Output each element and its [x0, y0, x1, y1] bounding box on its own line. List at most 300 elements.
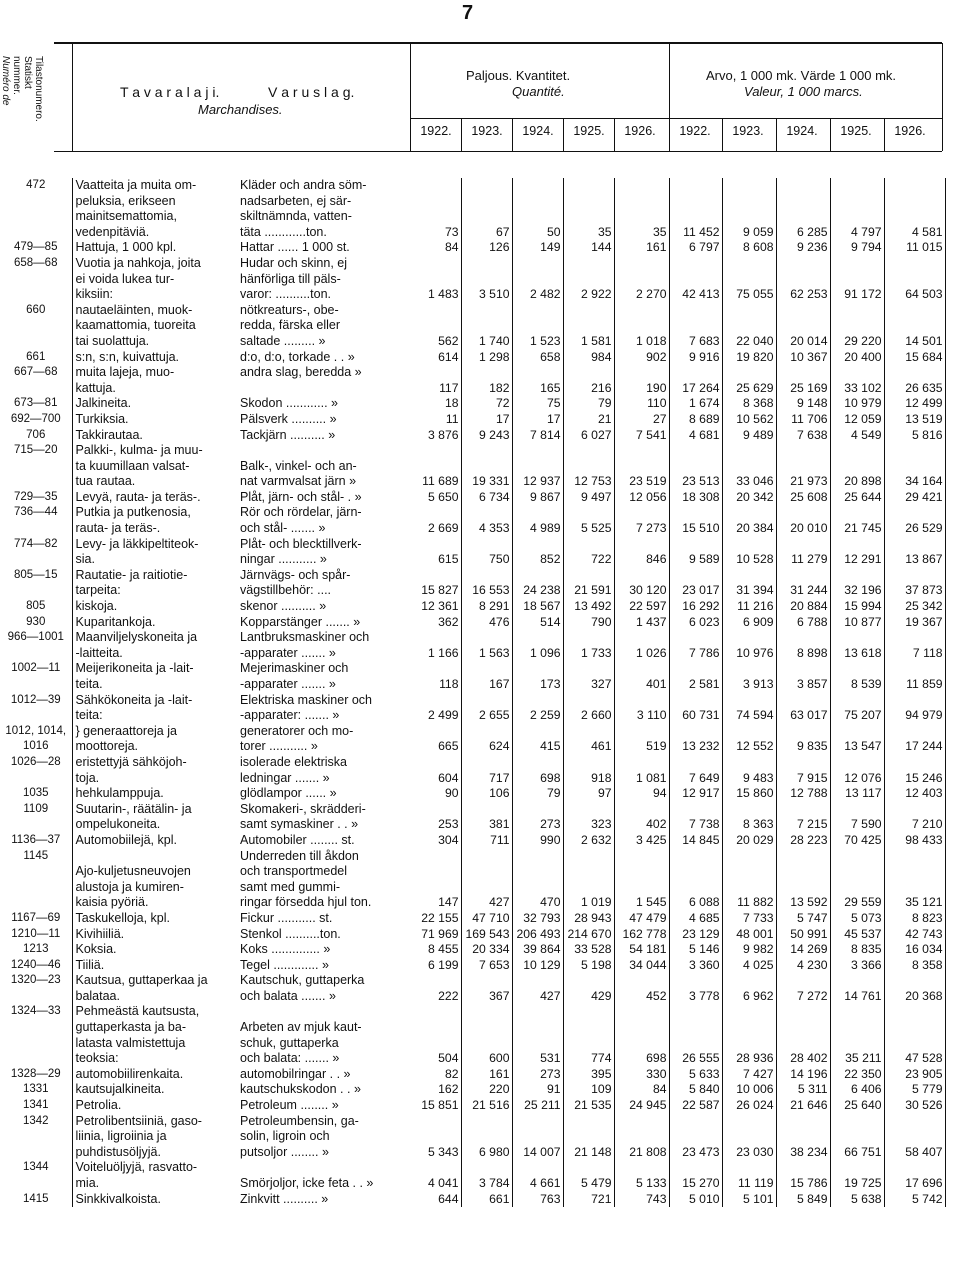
quantity-cell: 6 980 [461, 1114, 512, 1161]
goods-name-sv-line: ringar försedda hjul ton. [240, 895, 372, 910]
quantity-cell: 304 [410, 833, 461, 849]
value-cell: 20 010 [776, 505, 830, 536]
value-cell: 58 407 [884, 1114, 945, 1161]
quantity-cell: 367 [461, 973, 512, 1004]
value-cell: 94 979 [884, 693, 945, 724]
value-cell: 10 976 [722, 630, 776, 661]
value-cell: 7 733 [722, 911, 776, 927]
quantity-cell: 9 243 [461, 428, 512, 444]
value-cell: 5 779 [884, 1082, 945, 1098]
goods-name-fi-line: Maanviljelyskoneita ja [75, 630, 198, 645]
table-row [0, 396, 945, 412]
goods-name-sv [236, 724, 410, 755]
stat-code: 472 [26, 179, 46, 191]
value-cell: 12 499 [884, 396, 945, 412]
goods-name-fi [72, 786, 236, 802]
value-cell: 9 794 [830, 240, 884, 256]
table-row [0, 178, 945, 240]
value-cell: 25 342 [884, 599, 945, 615]
quantity-cell: 30 120 [614, 568, 669, 599]
value-header: Arvo, 1 000 mk. Värde 1 000 mk. [706, 68, 897, 83]
stat-code: 1320—23 [10, 974, 61, 987]
table-row [0, 1067, 945, 1083]
quantity-cell: 1 581 [563, 303, 614, 350]
quantity-cell: 90 [410, 786, 461, 802]
quantity-cell: 9 867 [512, 490, 563, 506]
goods-name-fi-line: Vuotia ja nahkoja, joita [75, 255, 201, 270]
goods-name-fi [72, 942, 236, 958]
goods-name-sv-line: Zinkvitt .......... » [240, 1191, 329, 1206]
value-cell: 74 594 [722, 693, 776, 724]
value-cell: 64 503 [884, 256, 945, 303]
goods-name-sv [236, 833, 410, 849]
value-cell: 19 725 [830, 1160, 884, 1191]
stat-code: 706 [26, 428, 46, 441]
goods-name-sv [236, 958, 410, 974]
goods-name-fi-line: Levy- ja läkkipeltiteok- [75, 536, 199, 551]
value-cell: 13 232 [669, 724, 722, 755]
quantity-cell: 12 753 [563, 443, 614, 490]
value-cell: 8 608 [722, 240, 776, 256]
quantity-cell: 84 [614, 1082, 669, 1098]
value-cell: 8 835 [830, 942, 884, 958]
quantity-cell: 2 499 [410, 693, 461, 724]
goods-name-sv-line: Hattar ...... 1 000 st. [240, 240, 350, 255]
goods-name-sv-line: nadsarbeten, ej sär- [240, 193, 352, 208]
goods-name-fi [72, 1098, 236, 1114]
quantity-cell: 427 [461, 849, 512, 911]
goods-name-fi-line: s:n, s:n, kuivattuja. [75, 349, 180, 364]
quantity-cell: 476 [461, 615, 512, 631]
goods-name-fi-line: kiskoja. [75, 599, 118, 614]
value-cell: 7 427 [722, 1067, 776, 1083]
stat-code: 805 [26, 600, 46, 613]
value-cell: 75 055 [722, 256, 776, 303]
goods-name-sv-line: Petroleumbensin, ga- [240, 1113, 359, 1128]
quantity-cell: 604 [410, 755, 461, 786]
value-cell: 23 473 [669, 1114, 722, 1161]
quantity-cell: 19 331 [461, 443, 512, 490]
value-cell: 23 513 [669, 443, 722, 490]
quantity-cell: 5 525 [563, 505, 614, 536]
value-cell: 15 994 [830, 599, 884, 615]
goods-name-fi-line: toja. [75, 770, 100, 785]
quantity-cell: 27 [614, 412, 669, 428]
value-cell: 13 547 [830, 724, 884, 755]
value-cell: 25 640 [830, 1098, 884, 1114]
goods-name-fi [72, 927, 236, 943]
value-cell: 7 272 [776, 973, 830, 1004]
value-cell: 5 742 [884, 1192, 945, 1208]
quantity-cell: 514 [512, 615, 563, 631]
quantity-cell: 11 689 [410, 443, 461, 490]
goods-name-sv-line: Kautschuk, guttaperka [240, 973, 365, 988]
value-cell: 12 788 [776, 786, 830, 802]
value-cell: 5 849 [776, 1192, 830, 1208]
goods-name-fi-line: tarpeita: [75, 583, 121, 598]
quantity-cell: 117 [410, 365, 461, 396]
goods-name-fi [72, 568, 236, 599]
value-cell: 29 559 [830, 849, 884, 911]
value-cell: 9 059 [722, 178, 776, 240]
value-cell: 12 403 [884, 786, 945, 802]
quantity-cell: 144 [563, 240, 614, 256]
quantity-cell: 21 808 [614, 1114, 669, 1161]
quantity-cell: 84 [410, 240, 461, 256]
value-cell: 12 059 [830, 412, 884, 428]
value-cell: 21 745 [830, 505, 884, 536]
value-cell: 9 148 [776, 396, 830, 412]
value-cell: 7 738 [669, 802, 722, 833]
quantity-cell: 1 018 [614, 303, 669, 350]
goods-name-fi-line: hehkulamppuja. [75, 786, 164, 801]
quantity-cell: 743 [614, 1192, 669, 1208]
quantity-cell: 73 [410, 178, 461, 240]
stat-code: 479—85 [14, 241, 58, 254]
value-cell: 14 761 [830, 973, 884, 1004]
goods-name-sv-line: kautschukskodon . . » [240, 1082, 361, 1097]
quantity-cell: 17 [512, 412, 563, 428]
quantity-cell: 167 [461, 661, 512, 692]
stat-code: 1002—11 [11, 662, 61, 675]
table-row [0, 365, 945, 396]
value-cell: 66 751 [830, 1114, 884, 1161]
goods-name-sv-line: Lantbruksmaskiner och [240, 630, 370, 645]
goods-name-sv-line: samt symaskiner . . » [240, 817, 359, 832]
goods-name-sv [236, 303, 410, 350]
quantity-cell: 452 [614, 973, 669, 1004]
value-cell: 25 644 [830, 490, 884, 506]
value-cell: 11 452 [669, 178, 722, 240]
table-row [0, 412, 945, 428]
value-cell: 5 840 [669, 1082, 722, 1098]
goods-name-sv-line: täta ............ton. [240, 224, 327, 239]
goods-name-fi-line: Taskukelloja, kpl. [75, 910, 170, 925]
quantity-cell: 8 455 [410, 942, 461, 958]
quantity-cell: 214 670 [563, 927, 614, 943]
value-cell: 10 562 [722, 412, 776, 428]
value-cell: 9 483 [722, 755, 776, 786]
stat-code: 1324—33 [10, 1005, 61, 1018]
goods-name-fi [72, 755, 236, 786]
quantity-cell: 1 096 [512, 630, 563, 661]
goods-name-sv-line: -apparater: ....... » [240, 708, 340, 723]
value-cell: 8 358 [884, 958, 945, 974]
goods-name-fi-line: eristettyjä sähköjoh- [75, 754, 187, 769]
quantity-cell: 698 [512, 755, 563, 786]
goods-name-sv [236, 1067, 410, 1083]
quantity-cell: 402 [614, 802, 669, 833]
quantity-cell: 126 [461, 240, 512, 256]
quantity-cell: 330 [614, 1067, 669, 1083]
value-cell: 10 979 [830, 396, 884, 412]
goods-name-sv-line: d:o, d:o, torkade . . » [240, 349, 355, 364]
goods-name-fi [72, 849, 236, 911]
goods-name-fi [72, 973, 236, 1004]
goods-name-sv-line: solin, ligroin och [240, 1129, 330, 1144]
stat-number-label: Numéro de [0, 56, 11, 106]
value-cell: 13 519 [884, 412, 945, 428]
quantity-cell: 79 [512, 786, 563, 802]
goods-name-fi-line: Pehmeästä kautsusta, [75, 1004, 200, 1019]
goods-name-sv [236, 350, 410, 366]
quantity-cell: 22 597 [614, 599, 669, 615]
value-cell: 11 882 [722, 849, 776, 911]
value-cell: 20 400 [830, 350, 884, 366]
goods-name-sv-line: ningar ........... » [240, 552, 327, 567]
value-cell: 4 549 [830, 428, 884, 444]
quantity-cell: 6 199 [410, 958, 461, 974]
goods-name-sv [236, 661, 410, 692]
stat-code: 1328—29 [10, 1067, 61, 1080]
stat-code: 1136—37 [11, 833, 61, 846]
stat-code: 1109 [23, 802, 49, 815]
goods-name-sv-line: nat varmvalsat järn » [240, 474, 357, 489]
quantity-cell: 722 [563, 537, 614, 568]
table-row [0, 849, 945, 911]
value-cell: 35 121 [884, 849, 945, 911]
value-cell: 5 633 [669, 1067, 722, 1083]
goods-name-sv [236, 1114, 410, 1161]
header-bottom-rule [54, 151, 942, 152]
table-row [0, 615, 945, 631]
quantity-cell: 21 591 [563, 568, 614, 599]
goods-name-sv-line: vägstillbehör: .... [240, 583, 332, 598]
value-cell: 34 164 [884, 443, 945, 490]
stat-code: 673—81 [14, 397, 58, 410]
goods-name-sv-line: varor: ..........ton. [240, 287, 332, 302]
value-cell: 22 350 [830, 1067, 884, 1083]
stat-code: 966—1001 [7, 631, 64, 644]
value-cell: 11 015 [884, 240, 945, 256]
quantity-cell: 415 [512, 724, 563, 755]
goods-name-fi [72, 428, 236, 444]
stat-code: 1035 [22, 787, 49, 800]
value-cell: 6 088 [669, 849, 722, 911]
quantity-cell: 600 [461, 1004, 512, 1066]
year-label-q-1924: 1924. [522, 124, 554, 138]
table-row [0, 958, 945, 974]
year-divider [884, 118, 885, 151]
goods-name-fi-line: Palkki-, kulma- ja muu- [75, 443, 203, 458]
value-cell: 7 210 [884, 802, 945, 833]
quantity-cell: 323 [563, 802, 614, 833]
year-divider [830, 118, 831, 151]
quantity-cell: 18 [410, 396, 461, 412]
quantity-cell: 6 734 [461, 490, 512, 506]
quantity-cell: 190 [614, 365, 669, 396]
quantity-cell: 169 543 [461, 927, 512, 943]
value-cell: 15 684 [884, 350, 945, 366]
value-cell: 6 797 [669, 240, 722, 256]
goods-name-fi-line: Hattuja, 1 000 kpl. [75, 240, 177, 255]
quantity-cell: 173 [512, 661, 563, 692]
goods-name-sv [236, 1004, 410, 1066]
quantity-cell: 614 [410, 350, 461, 366]
goods-name-fi-line: Petrolia. [75, 1098, 122, 1113]
quantity-cell: 22 155 [410, 911, 461, 927]
goods-name-fi-line: Sinkkivalkoista. [75, 1191, 161, 1206]
goods-name-fi-line: Jalkineita. [75, 396, 132, 411]
stat-code: 1344 [22, 1161, 49, 1174]
value-cell: 3 360 [669, 958, 722, 974]
value-cell: 91 172 [830, 256, 884, 303]
goods-name-fi-line: kiksiin: [75, 287, 114, 302]
table-row [0, 927, 945, 943]
table-row [0, 802, 945, 833]
goods-name-sv [236, 942, 410, 958]
quantity-cell: 253 [410, 802, 461, 833]
value-cell: 15 246 [884, 755, 945, 786]
goods-name-sv-line: automobilringar . . » [240, 1066, 351, 1081]
table-row [0, 942, 945, 958]
goods-name-fi [72, 178, 236, 240]
goods-name-sv-line: Stenkol ..........ton. [240, 926, 341, 941]
goods-name-sv [236, 973, 410, 1004]
value-cell: 23 129 [669, 927, 722, 943]
goods-name-sv [236, 178, 410, 240]
quantity-cell: 72 [461, 396, 512, 412]
goods-name-fi-line: sia. [75, 552, 95, 567]
goods-name-sv-line: Automobiler ........ st. [240, 832, 355, 847]
value-cell: 12 552 [722, 724, 776, 755]
goods-name-sv [236, 240, 410, 256]
quantity-cell: 5 198 [563, 958, 614, 974]
value-cell: 70 425 [830, 833, 884, 849]
goods-name-fi-line: ompelukoneita. [75, 817, 161, 832]
quantity-cell: 17 [461, 412, 512, 428]
quantity-cell: 5 479 [563, 1160, 614, 1191]
goods-name-fi [72, 1067, 236, 1083]
goods-name-fi [72, 365, 236, 396]
quantity-cell: 615 [410, 537, 461, 568]
goods-name-fi [72, 833, 236, 849]
quantity-cell: 147 [410, 849, 461, 911]
value-cell: 12 291 [830, 537, 884, 568]
goods-name-fi-line: teita: [75, 708, 103, 723]
quantity-cell: 13 492 [563, 599, 614, 615]
goods-name-sv [236, 911, 410, 927]
value-cell: 6 285 [776, 178, 830, 240]
goods-name-sv-line: hänförliga till päls- [240, 271, 341, 286]
value-cell: 22 040 [722, 303, 776, 350]
quantity-cell: 67 [461, 178, 512, 240]
goods-name-fi [72, 256, 236, 303]
quantity-cell: 110 [614, 396, 669, 412]
goods-name-fi [72, 1114, 236, 1161]
stat-code: 1331 [22, 1083, 49, 1096]
quantity-cell: 1 563 [461, 630, 512, 661]
header-divider [942, 43, 943, 151]
value-cell: 15 860 [722, 786, 776, 802]
quantity-cell: 182 [461, 365, 512, 396]
goods-type-sv-header: V a r u s l a g. [268, 84, 355, 100]
stat-number-label: Statiskt [22, 56, 33, 89]
quantity-cell: 47 710 [461, 911, 512, 927]
goods-name-fi [72, 615, 236, 631]
quantity-cell: 97 [563, 786, 614, 802]
value-cell: 8 368 [722, 396, 776, 412]
goods-name-sv-line [240, 1004, 408, 1020]
goods-name-sv-line: och balata ....... » [240, 988, 336, 1003]
value-cell: 13 618 [830, 630, 884, 661]
quantity-cell: 28 943 [563, 911, 614, 927]
quantity-cell: 470 [512, 849, 563, 911]
goods-name-sv [236, 630, 410, 661]
year-label-q-1925: 1925. [573, 124, 605, 138]
value-cell: 2 581 [669, 661, 722, 692]
value-cell: 5 311 [776, 1082, 830, 1098]
value-cell: 50 991 [776, 927, 830, 943]
goods-name-fi-line: liinia, ligroiinia ja [75, 1129, 167, 1144]
goods-name-sv-line: saltade ......... » [240, 333, 326, 348]
value-cell: 75 207 [830, 693, 884, 724]
quantity-cell: 8 291 [461, 599, 512, 615]
quantity-cell: 82 [410, 1067, 461, 1083]
year-row-rule [410, 118, 942, 119]
quantity-cell: 15 827 [410, 568, 461, 599]
value-cell: 20 368 [884, 973, 945, 1004]
goods-name-fi [72, 1082, 236, 1098]
quantity-cell: 21 148 [563, 1114, 614, 1161]
quantity-cell: 162 778 [614, 927, 669, 943]
goods-name-sv [236, 599, 410, 615]
quantity-cell: 4 041 [410, 1160, 461, 1191]
goods-name-sv-line: Fickur ........... st. [240, 910, 333, 925]
goods-name-fi-line: automobiilirenkaita. [75, 1066, 184, 1081]
header-divider [410, 43, 411, 151]
table-row [0, 443, 945, 490]
quantity-cell: 4 353 [461, 505, 512, 536]
value-cell: 45 537 [830, 927, 884, 943]
goods-name-fi [72, 958, 236, 974]
goods-name-fi-line: kaamattomia, tuoreita [75, 318, 196, 333]
value-cell: 21 646 [776, 1098, 830, 1114]
value-cell: 1 674 [669, 396, 722, 412]
goods-name-sv-line: Plåt- och blecktillverk- [240, 536, 362, 551]
value-cell: 11 216 [722, 599, 776, 615]
quantity-cell: 2 655 [461, 693, 512, 724]
goods-type-fi-header: T a v a r a l a j i. [120, 84, 220, 100]
quantity-cell: 698 [614, 1004, 669, 1066]
table-row [0, 256, 945, 303]
value-cell: 33 046 [722, 443, 776, 490]
goods-name-fi-line: } generaattoreja ja [75, 723, 177, 738]
stat-code: 736—44 [14, 506, 58, 519]
value-cell: 7 786 [669, 630, 722, 661]
year-divider [776, 118, 777, 151]
value-cell: 3 366 [830, 958, 884, 974]
quantity-cell: 562 [410, 303, 461, 350]
goods-name-sv-line: Kläder och andra söm- [240, 178, 367, 192]
value-cell: 7 590 [830, 802, 884, 833]
goods-name-fi-line: Levyä, rauta- ja teräs-. [75, 489, 201, 504]
quantity-cell: 3 510 [461, 256, 512, 303]
goods-name-sv [236, 256, 410, 303]
goods-name-sv-line: torer ........... » [240, 739, 318, 754]
quantity-cell: 18 567 [512, 599, 563, 615]
goods-name-fi [72, 412, 236, 428]
goods-name-sv [236, 786, 410, 802]
quantity-cell: 21 516 [461, 1098, 512, 1114]
value-cell: 5 101 [722, 1192, 776, 1208]
goods-name-sv-line: ledningar ....... » [240, 770, 330, 785]
goods-name-sv-line: redda, färska eller [240, 318, 341, 333]
quantity-cell: 39 864 [512, 942, 563, 958]
value-cell: 26 024 [722, 1098, 776, 1114]
quantity-cell: 763 [512, 1192, 563, 1208]
value-cell: 29 421 [884, 490, 945, 506]
